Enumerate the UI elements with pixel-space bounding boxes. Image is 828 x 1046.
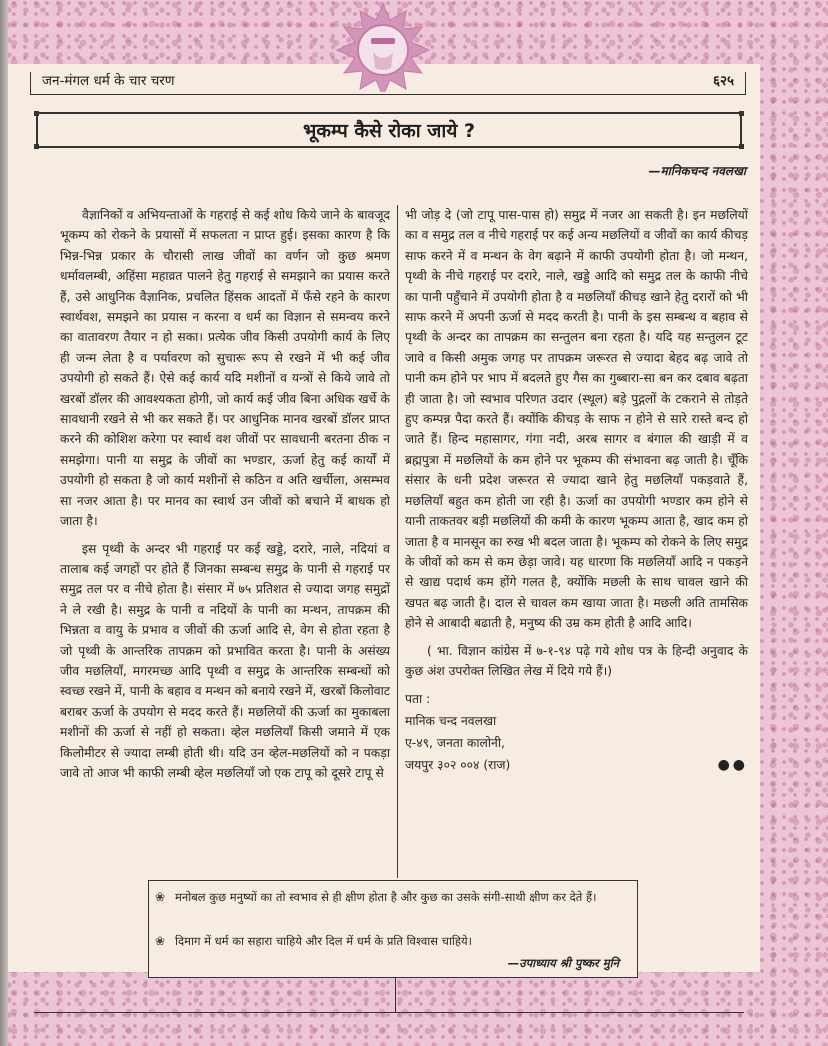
quote-text: मनोबल कुछ मनुष्यों का तो स्वभाव से ही क्षीण होता है और कुछ का उसके संगी-साथी क्षीण कर देते हैं। xyxy=(175,890,597,904)
bottom-rule xyxy=(34,1012,744,1013)
quote-line xyxy=(155,887,623,907)
running-title: जन-मंगल धर्म के चार चरण xyxy=(42,73,175,89)
running-header xyxy=(30,68,746,95)
right-column xyxy=(405,205,748,776)
address-line-2: जयपुर ३०२ ००४ (राज) xyxy=(405,758,511,773)
article-title: भूकम्प कैसे रोका जाये ? xyxy=(303,120,475,142)
quote-signature: —उपाध्याय श्री पुष्कर मुनि xyxy=(507,956,619,970)
address-line-2-row xyxy=(405,754,748,776)
paragraph: इस पृथ्वी के अन्दर भी गहराई पर कई खड्डे, दरारे, नाले, नदियां व तालाब कई जगहों पर होते हैं जिनका सम्बन्ध समुद्र के पानी से गहराई पर समुद्र तल पर व नीचे होता है। संसार में ७५ प्रतिशत से ज्यादा जगह समुद्रों ने ले रखी है। समुद्र के पानी व नदियों के पानी का मन्थन, तापक्रम की भिन्नता व वायु के प्रभाव व जीवों की ऊर्जा आदि से, वेग से होता रहता है जो पृथ्वी के आन्तरिक तापक्रम को प्रभावित करता है। पानी के असंख्य जीव मछलियाँ, मगरमच्छ आदि पृथ्वी व समुद्र के आन्तरिक सम्बन्धों को स्वच्छ रखने में, पानी के बहाव व मन्थन को बनाये रखने में, खरबों किलोवाट बराबर ऊर्जा के उपयोग से मदद करते हैं। मछलियों की ऊर्जा का मुकाबला मशीनों की ऊर्जा से नहीं हो सकता। व्हेल मछलियाँ किसी जमाने में एक किलोमीटर से ज्यादा लम्बी होती थी। यदि उन व्हेल-मछलियों को न पकड़ा जावे तो आज भी काफी लम्बी व्हेल मछलियाँ जो एक टापू को दूसरे टापू से xyxy=(60,541,390,780)
quote-line xyxy=(155,931,623,951)
header-left-bar xyxy=(30,72,31,94)
left-column xyxy=(60,205,390,790)
article-author: —मानिकचन्द नवलखा xyxy=(648,164,746,178)
book-spine-shadow xyxy=(0,0,8,1046)
paragraph: वैज्ञानिकों व अभियन्ताओं के गहराई से कई शोध किये जाने के बावजूद भूकम्प को रोकने के प्रयासों में सफलता न प्राप्त हुई। इसका कारण है कि भिन्न-भिन्न प्रकार के चौरासी लाख जीवों का वर्णन जो कुछ श्रमण धर्मावलम्बी, अहिंसा महाव्रत पालने हेतु गहराई से समझाने का प्रयास करते हैं, उसे आधुनिक वैज्ञानिक, प्रचलित हिंसक आदतों में फँसे रहने के कारण स्वार्थवश, समझने का प्रयास न करना व धर्म का विज्ञान से समन्वय करने का वातावरण तैयार न हो सका। प्रत्येक जीव किसी उपयोगी कार्य के लिए ही जन्म लेता है व पर्यावरण को सुचारू रूप से रखने में भी कई जीव उपयोगी हो सकते हैं। ऐसे कई कार्य यदि मशीनों व यन्त्रों से किये जावे तो खरबों डॉलर की आवश्यकता होगी, जो कार्य कई जीव बिना अधिक खर्चे के सावधानी रखने से भी कर सकते हैं। पर आधुनिक मानव खरबों डॉलर प्राप्त करने की कोशिश करेगा पर स्वार्थ वश जीवों पर सावधानी बरतना ठीक न समझेगा। पानी या समुद्र के जीवों का भण्डार, ऊर्जा हेतु कई कार्यों में उपयोगी हो सकता है जो कार्य मशीनों से कठिन व अति खर्चीला, असम्भव सा नजर आता है। पर मानव का स्वार्थ उन जीवों को बचाने में बाधक हो जाता है। xyxy=(60,208,390,529)
corner-knob xyxy=(34,111,39,116)
page-number: ६२५ xyxy=(712,73,734,89)
address-block xyxy=(405,688,748,776)
address-name: मानिक चन्द नवलखा xyxy=(405,714,497,729)
quote-text: दिमाग में धर्म का सहारा चाहिये और दिल में धर्म के प्रति विश्वास चाहिये। xyxy=(175,934,473,948)
article-title-box xyxy=(36,112,742,148)
end-mark-icon: ●● xyxy=(717,757,748,774)
corner-knob xyxy=(739,111,744,116)
column-divider xyxy=(397,205,398,878)
divider-tail xyxy=(395,976,396,1012)
flower-bullet-icon: ❀ xyxy=(155,890,166,904)
address-line-1: ए-४९, जनता कालोनी, xyxy=(405,736,505,751)
corner-knob xyxy=(34,144,39,149)
paragraph: भी जोड़ दे (जो टापू पास-पास हो) समुद्र में नजर आ सकती है। इन मछलियों का व समुद्र तल व नीचे गहराई पर कई अन्य मछलियों व जीवों का कार्य कीचड़ साफ करने में व मन्थन के वेग बढ़ाने में काफी उपयोगी होता है। जो मन्थन, पृथ्वी के नीचे गहराई पर दरारे, नाले, खड्डे आदि को समुद्र तल के काफी नीचे का पानी पहुँचाने में उपयोगी होता है व मछलियाँ कीचड़ खाने हेतु दरारों को भी साफ करने में अपनी ऊर्जा से मदद करती है। पानी के इस सम्बन्ध व बहाव से पृथ्वी के अन्दर का तापक्रम का सन्तुलन बना रहता है। यदि यह सन्तुलन टूट जावे व किसी अमुक जगह पर तापक्रम जरूरत से ज्यादा बेहद बढ़ जावे तो पानी कम होने पर भाप में बदलते हुए गैस का गुब्बारा-सा बन कर दबाव बढ़ता ही जाता है। जो स्वभाव परिणत उदार (स्थूल) बड़े पुद्गलों के टकराने से तोड़ते हुए कम्पन्न पैदा करते हैं। क्योंकि कीचड़ के साफ न होने से सारे रास्ते बन्द हो जाते हैं। हिन्द महासागर, गंगा नदी, अरब सागर व बंगाल की खाड़ी में व ब्रह्मपुत्रा में मछलियों के कम होने पर भूकम्प की संभावना बढ़ जाती है। चूँकि संसार के धनी प्रदेश जरूरत से ज्यादा खाने हेतु मछलियाँ पकड़वाते हैं, मछलियाँ बहुत कम होती जा रही है। ऊर्जा का उपयोगी भण्डार कम होने से यानी ताकतवर बड़ी मछलियों की कमी के कारण भूकम्प आता है, खाद कम हो जाता है व मानसून का रुख भी बदल जाता है। भूकम्प को रोकने के लिए समुद्र के जीवों को कम से कम छेड़ा जावे। यह धारणा कि मछलियाँ आदि न पकड़ने से खाद्य पदार्थ कम होंगे गलत है, क्योंकि मछली के साथ चावल खाने की खपत बढ़ जाती है। दाल से चावल कम खाया जाता है। मछली अति तामसिक होने से आबादी बढाती है, मनुष्य की उम्र कम होती है आदि आदि। xyxy=(405,208,748,631)
source-note: ( भा. विज्ञान कांग्रेस में ७-१-९४ पढ़े गये शोध पत्र के हिन्दी अनुवाद के कुछ अंश उपरोक्त लिखित लेख में दिये गये हैं।) xyxy=(405,643,748,678)
address-label: पता : xyxy=(405,692,431,707)
quote-box xyxy=(148,880,638,978)
header-right-bar xyxy=(745,72,746,94)
corner-knob xyxy=(739,144,744,149)
flower-bullet-icon: ❀ xyxy=(155,934,166,948)
